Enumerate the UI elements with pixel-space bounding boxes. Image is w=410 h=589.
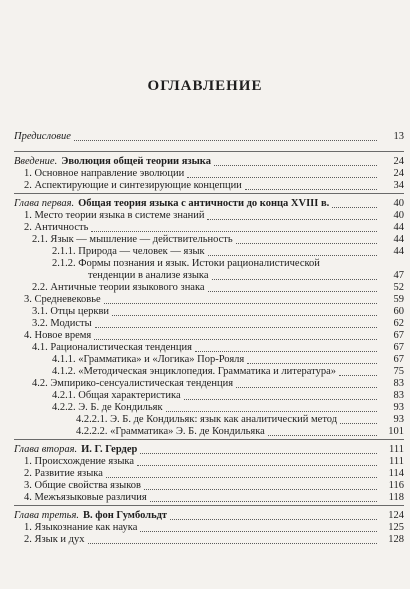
section-divider (14, 151, 404, 152)
page-number: 44 (393, 234, 404, 245)
toc-entry[interactable] (14, 222, 404, 234)
dot-leader (150, 500, 377, 502)
entry-text: 2.2. Античные теории языкового знака (32, 282, 205, 293)
toc-entry[interactable] (14, 210, 404, 222)
entry-text: 4.1. Рационалистическая тенденция (32, 342, 192, 353)
page-number: 67 (393, 354, 404, 365)
page-number: 34 (393, 180, 404, 191)
dot-leader (170, 518, 377, 520)
page-number: 13 (393, 131, 404, 142)
chapter-label: Введение. (14, 156, 58, 167)
section-divider (14, 439, 404, 440)
chapter-label: Глава первая. (14, 198, 75, 209)
entry-text: 3. Общие свойства языков (24, 480, 141, 491)
page-number: 67 (393, 342, 404, 353)
toc-entry[interactable] (14, 306, 404, 318)
chapter-label: Глава третья. (14, 510, 79, 521)
toc-entry[interactable] (14, 270, 404, 282)
toc-entry-title (52, 390, 181, 402)
toc-entry-title (52, 258, 320, 270)
entry-text: 4. Межъязыковые различия (24, 492, 147, 503)
toc-entry-title (76, 414, 337, 426)
dot-leader (340, 422, 377, 424)
toc-entry[interactable] (14, 131, 404, 143)
dot-leader (212, 278, 377, 280)
dot-leader (187, 176, 377, 178)
entry-text: 1. Основное направление эволюции (24, 168, 185, 179)
page-number: 44 (393, 222, 404, 233)
toc-entry-title (14, 198, 329, 210)
dot-leader (91, 230, 377, 232)
toc-entry-title (32, 234, 233, 246)
page-number: 114 (388, 468, 404, 479)
toc-entry[interactable] (14, 282, 404, 294)
entry-text: 4.1.2. «Методическая энциклопедия. Грамматика и литература» (52, 366, 336, 377)
page-number: 116 (388, 480, 404, 491)
toc-entry-title (76, 426, 265, 438)
toc-entry[interactable] (14, 492, 404, 504)
entry-text: 1. Языкознание как наука (24, 522, 138, 533)
entry-text: 3.1. Отцы церкви (32, 306, 110, 317)
dot-leader (140, 530, 377, 532)
toc-entry[interactable] (14, 522, 404, 534)
toc-entry[interactable] (14, 342, 404, 354)
entry-text: 1. Место теории языка в системе знаний (24, 210, 205, 221)
page-title: ОГЛАВЛЕНИЕ (147, 78, 263, 94)
toc-entry[interactable] (14, 426, 404, 438)
dot-leader (104, 302, 377, 304)
dot-leader (166, 410, 377, 412)
toc-entry[interactable] (14, 180, 404, 192)
entry-text: 4.2.2. Э. Б. де Кондильяк (52, 402, 163, 413)
dot-leader (144, 488, 377, 490)
toc-entry-title (24, 180, 242, 192)
section-divider (14, 193, 404, 194)
toc-entry-title (32, 378, 233, 390)
toc-entry-title (14, 444, 137, 456)
dot-leader (208, 290, 377, 292)
toc-entry-title (88, 270, 209, 282)
dot-leader (236, 242, 377, 244)
toc-entry[interactable] (14, 366, 404, 378)
dot-leader (214, 164, 377, 166)
toc-entry-title (52, 402, 163, 414)
toc-entry-title (52, 354, 244, 366)
toc-entry-title (32, 306, 109, 318)
dot-leader (140, 452, 377, 454)
page-number: 59 (393, 294, 404, 305)
toc-entry[interactable] (14, 198, 404, 210)
page-number: 111 (389, 444, 404, 455)
entry-text: 3. Средневековье (24, 294, 101, 305)
toc-entry[interactable] (14, 468, 404, 480)
dot-leader (137, 464, 377, 466)
page-number: 83 (393, 378, 404, 389)
dot-leader (208, 254, 377, 256)
toc-entry-title (32, 318, 92, 330)
page-number: 128 (388, 534, 404, 545)
entry-text: 4.2.2.1. Э. Б. де Кондильяк: язык как аналитический метод (76, 414, 338, 425)
entry-text: И. Г. Гердер (81, 444, 138, 455)
toc-entry-title (24, 222, 88, 234)
dot-leader (195, 350, 377, 352)
toc-entry[interactable] (14, 318, 404, 330)
page-number: 62 (393, 318, 404, 329)
page-number: 118 (388, 492, 404, 503)
page-number: 124 (388, 510, 404, 521)
entry-text: 4. Новое время (24, 330, 92, 341)
page-number: 60 (393, 306, 404, 317)
page-number: 111 (389, 456, 404, 467)
dot-leader (247, 362, 377, 364)
page-number: 93 (393, 402, 404, 413)
page-number: 101 (388, 426, 404, 437)
toc-entry[interactable] (14, 390, 404, 402)
entry-text: Эволюция общей теории языка (61, 156, 211, 167)
page-number: 24 (393, 168, 404, 179)
dot-leader (94, 338, 377, 340)
dot-leader (112, 314, 377, 316)
dot-leader (207, 218, 377, 220)
toc-entry-title (24, 168, 184, 180)
page-number: 67 (393, 330, 404, 341)
toc-entry-title (32, 282, 205, 294)
toc-entry-title (32, 342, 192, 354)
toc-entry[interactable] (14, 510, 404, 522)
toc-entry-title (24, 522, 137, 534)
toc-entry[interactable] (14, 234, 404, 246)
chapter-label: Глава вторая. (14, 444, 78, 455)
dot-leader (339, 374, 377, 376)
toc-entry-title (14, 131, 71, 143)
page-number: 44 (393, 246, 404, 257)
dot-leader (74, 139, 377, 141)
toc-entry-title (24, 480, 141, 492)
page-number: 47 (393, 270, 404, 281)
toc-entry[interactable] (14, 534, 404, 546)
toc-entry[interactable] (14, 354, 404, 366)
toc-entry[interactable] (14, 444, 404, 456)
toc-entry-title (14, 156, 211, 168)
dot-leader (268, 434, 377, 436)
toc-entry[interactable] (14, 156, 404, 168)
page-number: 40 (393, 198, 404, 209)
dot-leader (95, 326, 377, 328)
page-number: 40 (393, 210, 404, 221)
toc-entry[interactable] (14, 456, 404, 468)
entry-text: 2. Аспектирующие и синтезирующие концепции (24, 180, 242, 191)
entry-text: 4.1.1. «Грамматика» и «Логика» Пор-Рояля (52, 354, 245, 365)
toc-entry-title (24, 294, 101, 306)
entry-text: 2. Язык и дух (24, 534, 85, 545)
toc-entry[interactable] (14, 294, 404, 306)
toc-entry-title (24, 492, 147, 504)
page-number: 75 (393, 366, 404, 377)
toc-entry[interactable] (14, 168, 404, 180)
page-number: 52 (393, 282, 404, 293)
section-divider (14, 505, 404, 506)
entry-text: 4.2.2.2. «Грамматика» Э. Б. де Кондильяка (76, 426, 265, 437)
dot-leader (184, 398, 377, 400)
entry-text: тенденции в анализе языка (88, 270, 209, 281)
entry-text: 3.2. Модисты (32, 318, 92, 329)
toc-entry-title (24, 468, 103, 480)
toc-entry[interactable] (14, 402, 404, 414)
entry-text: 2.1.1. Природа — человек — язык (52, 246, 205, 257)
entry-text: 2.1. Язык — мышление — действительность (32, 234, 233, 245)
entry-text: 2. Развитие языка (24, 468, 103, 479)
dot-leader (88, 542, 377, 544)
toc-entry[interactable] (14, 414, 404, 426)
page-number: 24 (393, 156, 404, 167)
chapter-label: Предисловие (14, 131, 71, 142)
entry-text: В. фон Гумбольдт (82, 510, 168, 521)
page-number: 93 (393, 414, 404, 425)
toc-entry-title (24, 210, 204, 222)
entry-text: Общая теория языка с античности до конца XVIII в. (78, 198, 330, 209)
dot-leader (236, 386, 377, 388)
toc-entry-title (52, 246, 205, 258)
toc-entry-title (24, 534, 85, 546)
page-number: 125 (388, 522, 404, 533)
dot-leader (245, 188, 377, 190)
toc-entry-title (24, 456, 134, 468)
entry-text: 2.1.2. Формы познания и язык. Истоки рационалистической (52, 258, 320, 269)
dot-leader (106, 476, 377, 478)
toc-entry[interactable] (14, 246, 404, 258)
dot-leader (332, 206, 377, 208)
toc-entry[interactable] (14, 258, 404, 270)
entry-text: 1. Происхождение языка (24, 456, 134, 467)
entry-text: 4.2.1. Общая характеристика (52, 390, 181, 401)
toc-entry-title (14, 510, 167, 522)
toc-entry-title (52, 366, 336, 378)
entry-text: 4.2. Эмпирико-сенсуалистическая тенденция (32, 378, 234, 389)
toc-entry[interactable] (14, 480, 404, 492)
toc-entry[interactable] (14, 330, 404, 342)
toc-entry-title (24, 330, 91, 342)
toc-entry[interactable] (14, 378, 404, 390)
entry-text: 2. Античность (24, 222, 89, 233)
page-number: 83 (393, 390, 404, 401)
